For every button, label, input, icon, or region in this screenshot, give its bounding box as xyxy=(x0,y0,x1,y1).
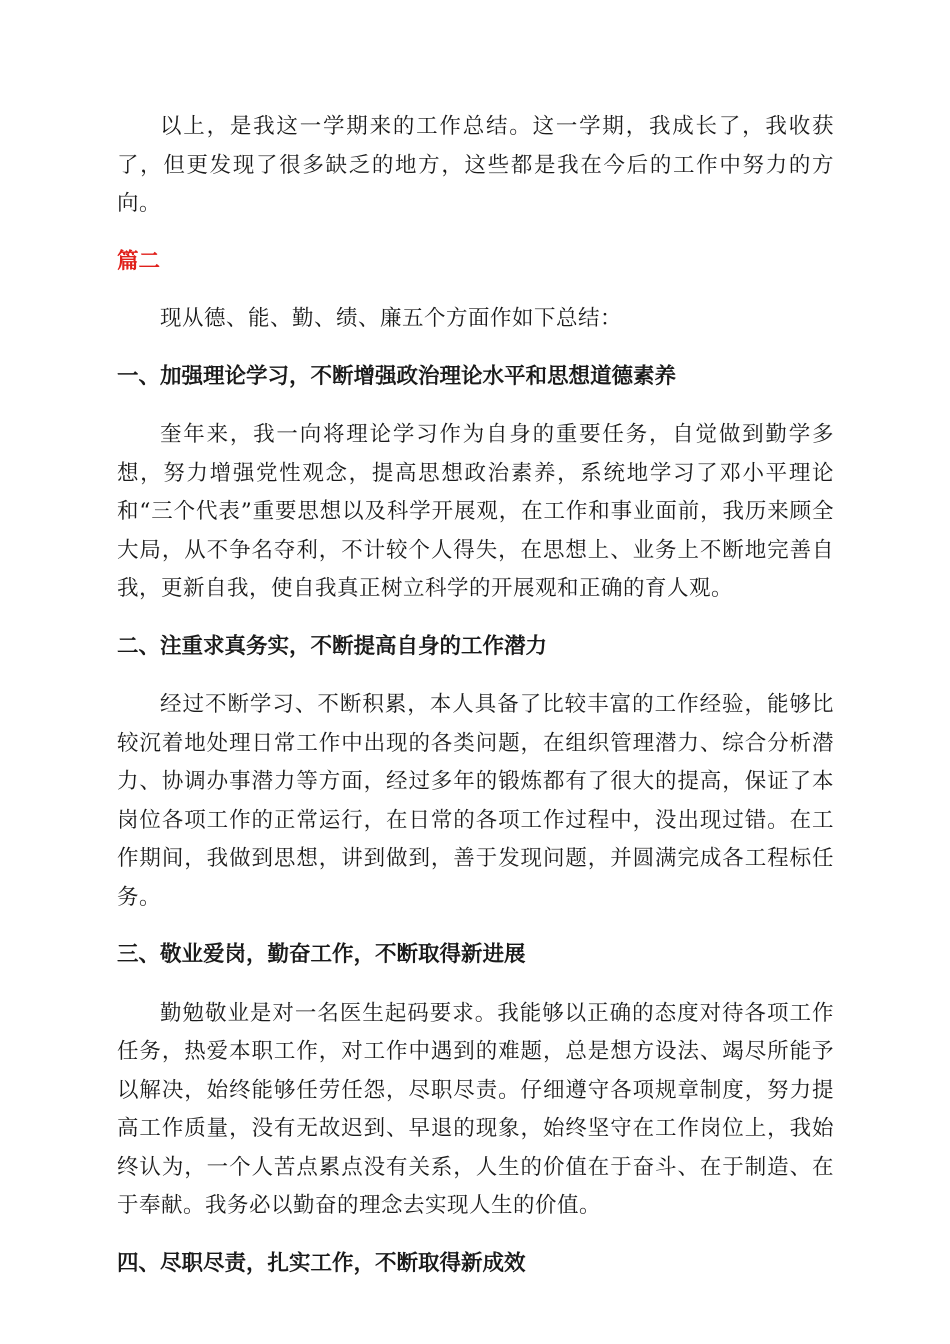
spacer xyxy=(117,975,834,995)
section-body-3: 勤勉敬业是对一名医生起码要求。我能够以正确的态度对待各项工作任务，热爱本职工作，对工作中遇到的难题，总是想方设法、竭尽所能予以解决，始终能够任劳任怨，尽职尽责。仔细遵守各项规章制度，努力提高工作质量，没有无故迟到、早退的现象，始终坚守在工作岗位上，我始终认为，一个人苦点累点没有关系，人生的价值在于奋斗、在于制造、在于奉献。我务必以勤奋的理念去实现人生的价值。 xyxy=(117,1000,834,1218)
spacer xyxy=(117,339,834,358)
spacer xyxy=(117,917,834,936)
spacer xyxy=(117,666,834,686)
section-title: 篇二 xyxy=(117,248,161,274)
opening-line: 现从德、能、勤、绩、廉五个方面作如下总结： xyxy=(160,306,623,331)
section-heading-2: 二、注重求真务实，不断提高自身的工作潜力 xyxy=(117,633,548,659)
spacer xyxy=(117,1226,834,1245)
section-heading-1: 一、加强理论学习，不断增强政治理论水平和思想道德素养 xyxy=(117,363,677,389)
spacer xyxy=(117,281,834,300)
spacer xyxy=(117,609,834,628)
spacer xyxy=(117,396,834,416)
intro-paragraph: 以上，是我这一学期来的工作总结。这一学期，我成长了，我收获了，但更发现了很多缺乏的地方，这些都是我在今后的工作中努力的方向。 xyxy=(117,114,834,216)
section-body-1: 奎年来，我一向将理论学习作为自身的重要任务，自觉做到勤学多想，努力增强党性观念，提高思想政治素养，系统地学习了邓小平理论和“三个代表”重要思想以及科学开展观，在工作和事业面前，我历来顾全大局，从不争名夺利，不计较个人得失，在思想上、业务上不断地完善自我，更新自我，使自我真正树立科学的开展观和正确的育人观。 xyxy=(117,422,834,601)
section-heading-4: 四、尽职尽责，扎实工作，不断取得新成效 xyxy=(117,1250,526,1276)
section-heading-3: 三、敬业爱岗，勤奋工作，不断取得新进展 xyxy=(117,942,526,967)
section-body-2: 经过不断学习、不断积累，本人具备了比较丰富的工作经验，能够比较沉着地处理日常工作中出现的各类问题，在组织管理潜力、综合分析潜力、协调办事潜力等方面，经过多年的锻炼都有了很大的提高，保证了本岗位各项工作的正常运行，在日常的各项工作过程中，没出现过错。在工作期间，我做到思想，讲到做到，善于发现问题，并圆满完成各工程标任务。 xyxy=(117,692,834,910)
document-page xyxy=(117,108,834,1283)
spacer xyxy=(117,224,834,243)
